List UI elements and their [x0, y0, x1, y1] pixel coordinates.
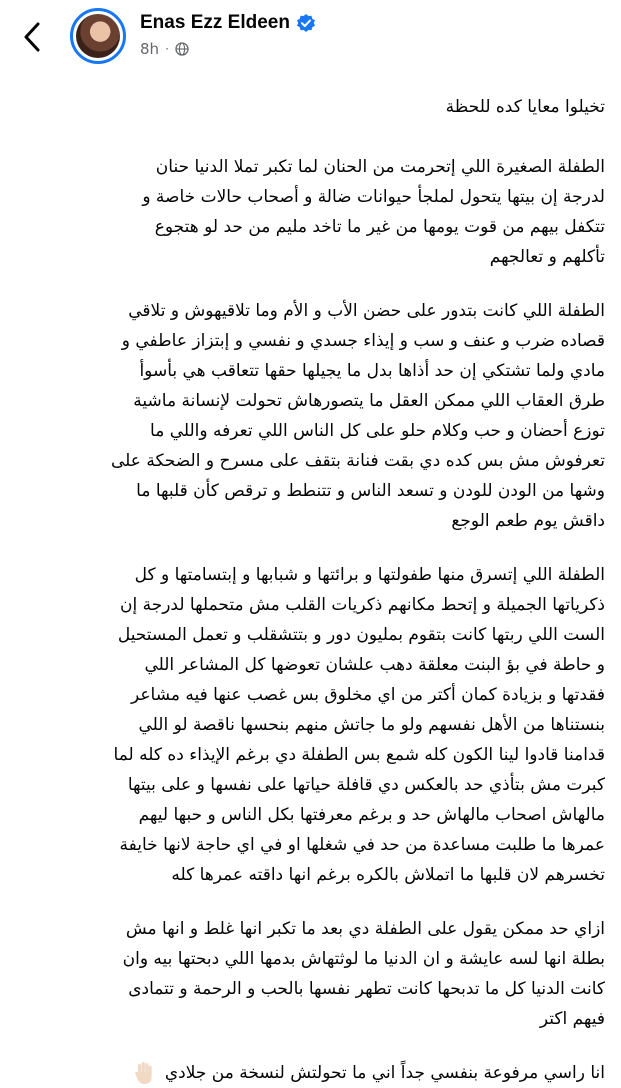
post-paragraph: ازاي حد ممكن يقول على الطفلة دي بعد ما تكبر انها غلط و انها مش بطلة انها لسه عايشة و ان الدنيا ما لوثتهاش بدمها اللي دبحتها بيه وان كانت الدنيا كل ما تدبحها كانت تطهر نفسها بالحب و الرحمة و تتمادى فيهم اكتر — [122, 919, 605, 1029]
post-header — [0, 0, 621, 78]
profile-photo — [76, 14, 120, 58]
post-paragraph: الطفلة اللي إتسرق منها طفولتها و برائتها و شبابها و إبتسامتها و كل ذكرياتها الجميلة و إتحط مكانهم ذكريات القلب مش متحملها لدرجة إن الست اللي ربتها كانت بتقوم بمليون دور و بتتشقلب و تعمل المستحيل و حاطة في بؤ البنت معلقة دهب علشان تعوضها كل المشاعر اللي فقدتها و بزيادة كمان أكتر من اي مخلوق بس غصب عنها فيه مشاعر بنستناها من الأهل نفسهم ولو ما جاتش منهم بنحسها ناقصة لو اللي قدامنا قادوا لينا الكون كله شمع بس الطفلة دي برغم الإيذاء ده كله لما كبرت مش بتأذي حد بالعكس دي قافلة حياتها على نفسها و على بيتها مالهاش اصحاب مالهاش حد و برغم معرفتها بكل الناس و حبها ليهم عمرها ما طلبت مساعدة من حد في شغلها او في اي حاجة لانها خايفة تخسرهم لان قلبها ما اتملاش بالكره برغم انها داقته عمرها كله — [113, 565, 605, 885]
chevron-left-icon — [21, 21, 43, 53]
author-row — [140, 12, 316, 34]
avatar[interactable] — [70, 8, 126, 64]
separator-dot: · — [165, 42, 169, 56]
closing-line — [24, 1058, 605, 1088]
post-meta — [140, 40, 189, 58]
post-paragraph: انا راسي مرفوعة بنفسي جداً اني ما تحولتش لنسخة من جلادي — [164, 1063, 605, 1083]
post-body — [24, 92, 605, 1088]
post-paragraph: الطفلة اللي كانت بتدور على حضن الأب و الأم وما تلاقيهوش و تلاقي قصاده ضرب و عنف و سب و إيذاء جسدي و نفسي و إبتزاز عاطفي و مادي ولما تشتكي إن حد أذاها بدل ما يجيلها حقها تتعاقب هي بأسوأ طرق العقاب اللي ممكن العقل ما يتصورهاش تحولت لإنسانة ماشية توزع أحضان و حب وكلام حلو على كل الناس اللي تعرفه واللي ما تعرفوش مش بس كده دي بقت فنانة بتقف على مسرح و الضحكة على وشها من الودن للودن و تسعد الناس و تتنطط و ترقص كأن قلبها ما داقش يوم طعم الوجع — [110, 301, 605, 531]
globe-icon[interactable] — [175, 42, 189, 56]
raised-hand-icon — [133, 1061, 155, 1085]
post-paragraph: تخيلوا معايا كده للحظة — [445, 97, 605, 117]
author-name[interactable]: Enas Ezz Eldeen — [140, 12, 290, 33]
back-button[interactable] — [14, 14, 50, 60]
post-paragraph: الطفلة الصغيرة اللي إتحرمت من الحنان لما تكبر تملا الدنيا حنان لدرجة إن بيتها يتحول لملجأ حيوانات ضالة و أصحاب حالات خاصة و تتكفل بيهم من قوت يومها من غير ما تاخد مليم من حد لو هتجوع تأكلهم و تعالجهم — [142, 157, 605, 267]
post-timestamp[interactable]: 8h — [140, 40, 160, 58]
verified-badge-icon — [296, 13, 316, 33]
